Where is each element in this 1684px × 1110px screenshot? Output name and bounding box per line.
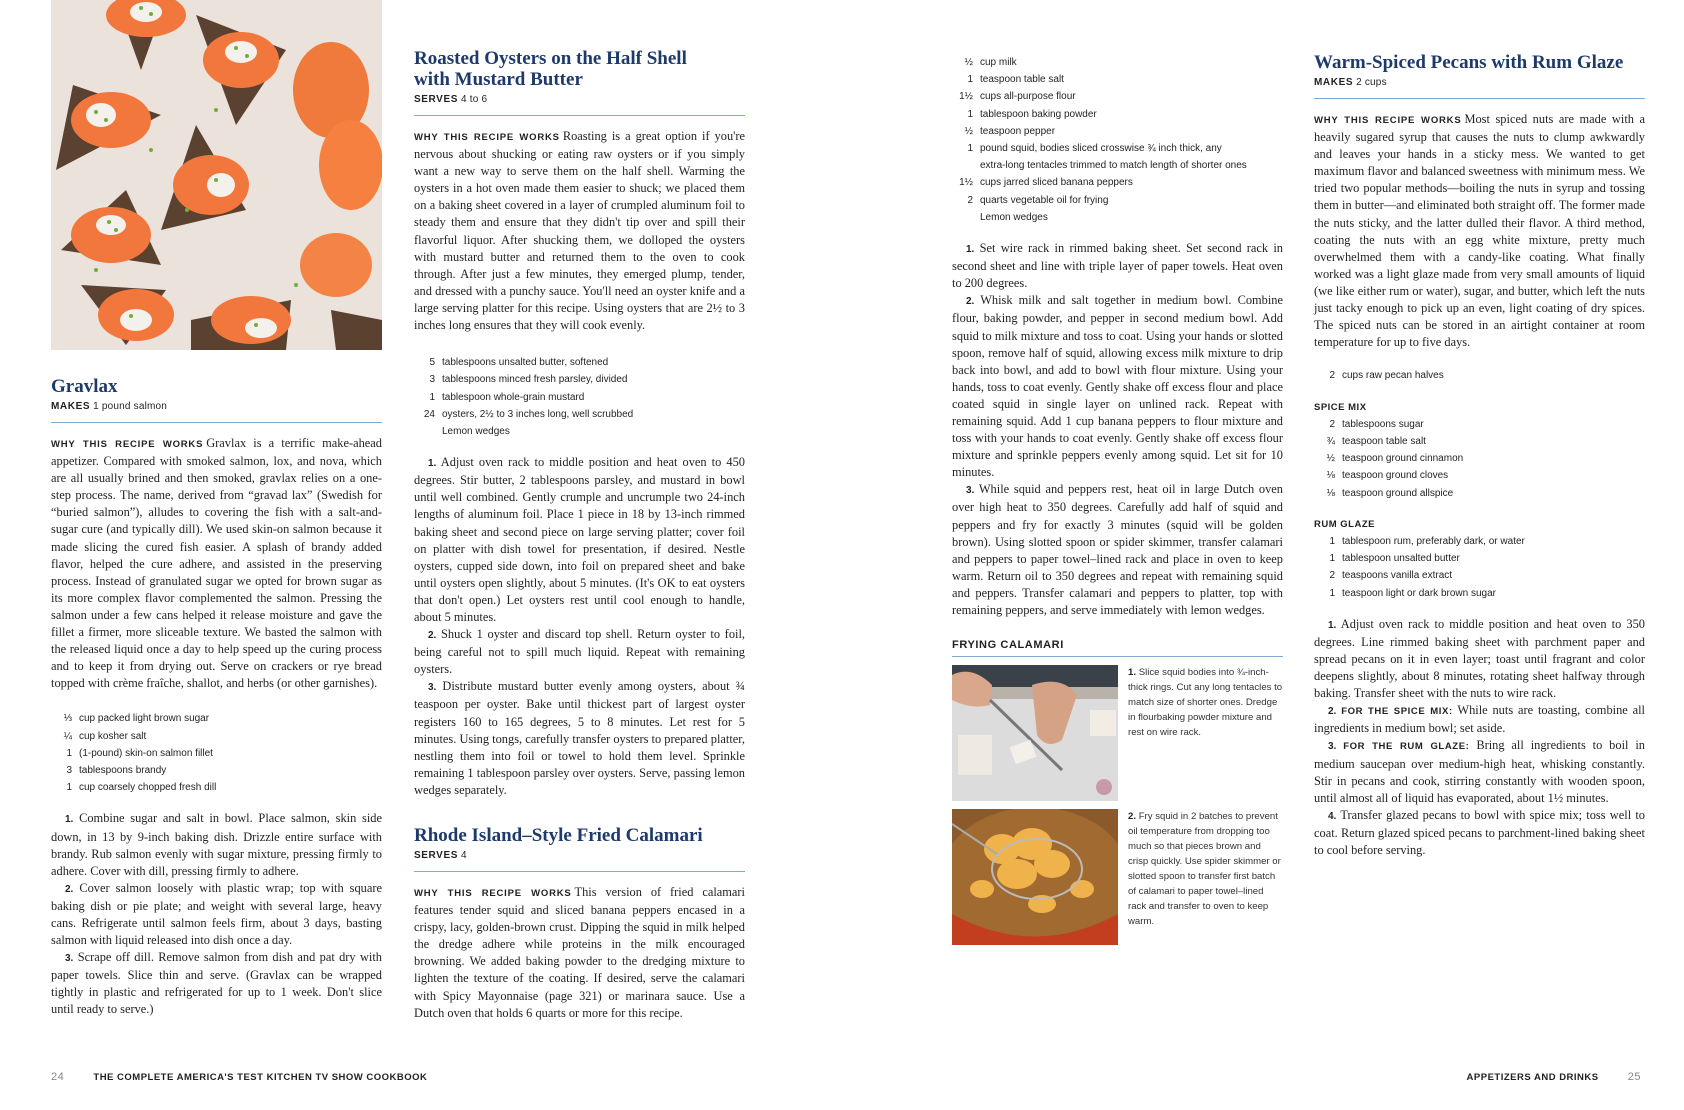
page-number-left: 24 bbox=[51, 1071, 65, 1083]
ingredient: 1 tablespoon rum, preferably dark, or water bbox=[1329, 535, 1525, 547]
why-this-recipe-works: WHY THIS RECIPE WORKS This version of fried calamari features tender squid and sliced banana peppers encased in a crispy, lacy, golden-brown crust. Dipping the squid in milk helped the dredge adhere while proteins in the milk encouraged browning. We added baking powder to the dredging mixture to lighten the texture of the coating. If desired, serve the calamari with Spicy Mayonnaise (page 321) or marinara sauce. Use a Dutch oven that holds 6 quarts or more for this recipe. bbox=[414, 885, 745, 1020]
step: 2. Whisk milk and salt together in medium bowl. Combine flour, baking powder, and pepper in second medium bowl. Add squid to milk mixture and toss to coat. Using your hands or slotted spoon, remove half of squid, allowing excess milk mixture to drip back into bowl, and add to bowl with flour mixture. Using your hands, toss to coat evenly. Gently shake off excess flour and place coated squid in single layer on unlined rack. Repeat with remaining squid. Add 1 cup banana peppers to flour mixture and toss with your hands to coat evenly. Gently shake off excess flour mixture and sprinkle peppers evenly among squid. Let sit for 10 minutes. bbox=[952, 293, 1283, 480]
page-number-right: 25 bbox=[1627, 1071, 1641, 1083]
subheading-rum-glaze: RUM GLAZE bbox=[1314, 518, 1375, 530]
frying-step-text: 2. Fry squid in 2 batches to prevent oil temperature from dropping too much so that pieces brown and crisp quickly. Use spider skimmer or slotted spoon to transfer first batch of calamari to paper towel–lined rack and transfer to oven to keep warm. bbox=[1128, 811, 1281, 928]
footer-right bbox=[1467, 1071, 1641, 1083]
step: 1. Combine sugar and salt in bowl. Place salmon, skin side down, in 13 by 9-inch baking dish. Drizzle entire surface with brandy. Rub salmon evenly with sugar mixture, pressing firmly to adhere. Cover with dill, pressing firmly to adhere. bbox=[51, 811, 382, 878]
ingredient: 2 teaspoons vanilla extract bbox=[1329, 570, 1453, 582]
ingredient: 24 oysters, 2½ to 3 inches long, well scrubbed bbox=[423, 408, 634, 420]
step: 1. Set wire rack in rimmed baking sheet. Set second rack in second sheet and line with triple layer of paper towels. Heat oven to 200 degrees. bbox=[952, 241, 1283, 291]
ingredient: ¼ cup kosher salt bbox=[63, 730, 147, 742]
ingredient: 3 tablespoons brandy bbox=[66, 765, 167, 777]
step: 3. While squid and peppers rest, heat oil in large Dutch oven over high heat to 350 degrees. Carefully add half of squid and peppers and fry for exactly 3 minutes (squid will be golden brown). Using slotted spoon or spider skimmer, transfer calamari and peppers to paper towel–lined rack and place in oven to keep warm. Return oil to 350 degrees and repeat with remaining squid and peppers. Transfer calamari and peppers to platter, top with remaining peppers, and serve immediately with lemon wedges. bbox=[952, 482, 1283, 617]
footer-left bbox=[51, 1071, 427, 1083]
ingredient: 5 tablespoons unsalted butter, softened bbox=[429, 357, 609, 369]
ingredient: Lemon wedges bbox=[980, 211, 1048, 223]
ingredient: 1 tablespoon unsalted butter bbox=[1329, 553, 1460, 565]
ingredient-list bbox=[952, 54, 1283, 226]
recipe-yield: MAKES 2 cups bbox=[1314, 77, 1387, 88]
sidebar-heading: FRYING CALAMARI bbox=[952, 639, 1064, 652]
recipe-fried-calamari bbox=[414, 825, 745, 1022]
recipe-yield: SERVES 4 to 6 bbox=[414, 94, 488, 105]
ingredient: ⅓ cup packed light brown sugar bbox=[63, 713, 210, 725]
step: 4. Transfer glazed pecans to bowl with spice mix; toss well to coat. Return glazed spiced pecans to parchment-lined baking sheet to cool before serving. bbox=[1314, 807, 1645, 857]
ingredient: 1½ cups jarred sliced banana peppers bbox=[959, 177, 1133, 189]
divider bbox=[414, 871, 745, 872]
ingredient: ½ cup milk bbox=[964, 57, 1017, 68]
why-this-recipe-works: WHY THIS RECIPE WORKS Gravlax is a terrific make-ahead appetizer. Compared with smoked salmon, lox, and nova, which are all usually brined and then smoked, gravlax relies on a one-step process. The name, derived from “gravad lax” (Swedish for “buried salmon”), alludes to covering the fish with a salt-and-sugar cure (and typically dill). We used skin-on salmon because it made slicing the cured fish easier. A splash of brandy added flavor, helped the cure adhere, and assisted in the preserving process. Instead of granulated sugar we opted for brown sugar as its more complex flavor complemented the salmon. Pressing the salmon under a few cans helped it release moisture and gave the fillet a firmer, more sliceable texture. We basted the salmon with the released liquid once a day to help speed up the curing process and to keep it from drying out. Serve on crackers or rye bread topped with crème fraîche, shallot, and herbs (or other garnishes). bbox=[51, 436, 382, 691]
recipe-title: Warm-Spiced Pecans with Rum Glaze bbox=[1314, 52, 1624, 73]
recipe-yield: SERVES 4 bbox=[414, 850, 467, 862]
ingredient: 3 tablespoons minced fresh parsley, divided bbox=[429, 374, 628, 386]
step: 2. Cover salmon loosely with plastic wrap; top with square baking dish or pie plate; and weight with several large, heavy cans. Refrigerate until salmon feels firm, about 3 days, basting salmon with liquid released into dish once a day. bbox=[51, 880, 382, 948]
ingredient: 1½ cups all-purpose flour bbox=[959, 91, 1076, 103]
ingredient: Lemon wedges bbox=[442, 425, 510, 437]
frying-step bbox=[952, 665, 1283, 801]
recipe-gravlax bbox=[51, 376, 382, 1019]
frying-calamari-sidebar bbox=[952, 639, 1283, 945]
recipe-title: Gravlax bbox=[51, 376, 118, 397]
ingredient-list bbox=[51, 710, 382, 796]
step: 3. Distribute mustard butter evenly among oysters, about ¾ teaspoon per oyster. Bake until thickest part of largest oyster registers 160 to 165 degrees, 5 to 8 minutes. Let rest for 5 minutes. Using tongs, carefully transfer oysters to prepared platter, nestling them into foil or towel to hold them level. Sprinkle remaining 1 tablespoon parsley over oysters. Serve, passing lemon wedges separately. bbox=[414, 679, 745, 797]
why-this-recipe-works: WHY THIS RECIPE WORKS Most spiced nuts are made with a heavily sugared syrup that causes the nuts to clump awkwardly and leaves your hands in a sticky mess. We wanted to get maximum flavor and balanced sweetness with minimum mess. We tried two popular methods—boiling the nuts in syrup and tossing them in butter—and eliminated both straight off. The former made the nuts sticky, and the latter dulled their flavor. A third method, coating the nuts with an egg white mixture, pretty much overwhelmed them with a candy-like coating. What finally worked was a light glaze made from very small amounts of liquid (we like either rum or water), sugar, and butter, which left the nuts just tacky enough to pick up an even, light coating of dry spices. The spiced nuts can be stored in an airtight container at room temperature for up to five days. bbox=[1314, 112, 1645, 350]
step: 1. Adjust oven rack to middle position and heat oven to 350 degrees. Line rimmed baking sheet with parchment paper and spread pecans on it in even layer; toast until fragrant and color deepens slightly, about 8 minutes, rotating sheet halfway through baking. Transfer sheet with the nuts to wire rack. bbox=[1314, 616, 1645, 701]
calamari-continued bbox=[952, 50, 1283, 953]
frying-squid-photo bbox=[952, 809, 1118, 945]
step: 2. FOR THE SPICE MIX: While nuts are toasting, combine all ingredients in medium bowl; set aside. bbox=[1314, 703, 1645, 736]
ingredient: ¾ teaspoon table salt bbox=[1326, 435, 1426, 447]
divider bbox=[1314, 98, 1645, 99]
ingredient: 1 pound squid, bodies sliced crosswise ¾ inch thick, any extra-long tentacles trimmed to match length of shorter ones bbox=[967, 143, 1247, 172]
step: 1. Adjust oven rack to middle position and heat oven to 450 degrees. Stir butter, 2 tablespoons parsley, and mustard in bowl until well combined. Gently crumple and uncrumple two 24-inch lengths of aluminum foil. Place 1 piece in 18 by 13-inch rimmed baking sheet and second piece on large serving platter; cover foil on platter with dish towel for presentation, if desired. Nestle oysters, cupped side down, into foil on prepared sheet and bake until oysters open slightly, about 5 minutes. (It's OK to eat oysters that don't open.) Let oysters rest until cool enough to handle, about 5 minutes. bbox=[414, 455, 745, 624]
ingredient: ⅛ teaspoon ground allspice bbox=[1326, 487, 1454, 499]
ingredient: 2 cups raw pecan halves bbox=[1329, 370, 1444, 382]
divider bbox=[414, 115, 745, 116]
ingredient: ½ teaspoon pepper bbox=[964, 125, 1056, 137]
ingredient-list bbox=[1314, 367, 1645, 601]
recipe-title: Rhode Island–Style Fried Calamari bbox=[414, 825, 703, 847]
recipe-yield: MAKES 1 pound salmon bbox=[51, 401, 168, 412]
step: 2. Shuck 1 oyster and discard top shell. Return oyster to foil, being careful not to spill much liquid. Repeat with remaining oysters. bbox=[414, 627, 745, 677]
recipe-roasted-oysters bbox=[414, 48, 745, 1022]
ingredient: ⅛ teaspoon ground cloves bbox=[1326, 470, 1449, 482]
ingredient: 1 cup coarsely chopped fresh dill bbox=[66, 782, 217, 794]
divider bbox=[952, 656, 1283, 657]
ingredient: 1 teaspoon light or dark brown sugar bbox=[1329, 587, 1496, 599]
ingredient-list bbox=[414, 354, 745, 440]
book-title: THE COMPLETE AMERICA'S TEST KITCHEN TV SHOW COOKBOOK bbox=[93, 1072, 428, 1083]
ingredient: 1 (1-pound) skin-on salmon fillet bbox=[66, 747, 213, 759]
subheading-spice-mix: SPICE MIX bbox=[1314, 401, 1367, 413]
ingredient: 1 tablespoon whole-grain mustard bbox=[429, 391, 585, 403]
divider bbox=[51, 422, 382, 423]
ingredient: 1 tablespoon baking powder bbox=[967, 108, 1097, 120]
recipe-title: Roasted Oysters on the Half Shell with Mustard Butter bbox=[414, 48, 687, 90]
step: 3. Scrape off dill. Remove salmon from dish and pat dry with paper towels. Slice thin and serve. (Gravlax can be wrapped tightly in plastic and refrigerated for up to 1 week. Don't slice until ready to serve.) bbox=[51, 950, 382, 1017]
chapter-title: APPETIZERS AND DRINKS bbox=[1466, 1072, 1599, 1083]
frying-step-text: 1. Slice squid bodies into ¾-inch-thick rings. Cut any long tentacles to match size of shorter ones. Dredge in flourbaking powder mixture and rest on wire rack. bbox=[1128, 667, 1283, 739]
why-this-recipe-works: WHY THIS RECIPE WORKS Roasting is a great option if you're nervous about shucking or eating raw oysters or if you simply want a new way to serve them on the half shell. Warming the oysters in a hot oven made them easier to shuck; we placed them on a baking sheet covered in a layer of crumpled aluminum foil to steady them and ensure that they didn't tip over and spill their flavorful liquor. After shucking them, we dolloped the oysters with mustard butter and returned them to the oven to cook through. After just a few minutes, they emerged plump, tender, and dressed with a punchy sauce. You'll need an oyster knife and a large serving platter for this recipe. Using oysters that are 2½ to 3 inches long ensures that they will cook evenly. bbox=[414, 129, 745, 333]
slicing-squid-photo bbox=[952, 665, 1118, 801]
gravlax-crackers-photo bbox=[51, 0, 382, 350]
ingredient: 2 tablespoons sugar bbox=[1329, 418, 1424, 430]
step: 3. FOR THE RUM GLAZE: Bring all ingredients to boil in medium saucepan over medium-high heat, whisking constantly. Stir in pecans and cook, stirring constantly with wooden spoon, until almost all of liquid has evaporated, about 1½ minutes. bbox=[1314, 738, 1645, 805]
ingredient: 1 teaspoon table salt bbox=[967, 74, 1064, 86]
ingredient: ½ teaspoon ground cinnamon bbox=[1326, 453, 1464, 465]
recipe-warm-spiced-pecans bbox=[1314, 52, 1645, 859]
ingredient: 2 quarts vegetable oil for frying bbox=[967, 194, 1109, 206]
frying-step bbox=[952, 809, 1283, 945]
